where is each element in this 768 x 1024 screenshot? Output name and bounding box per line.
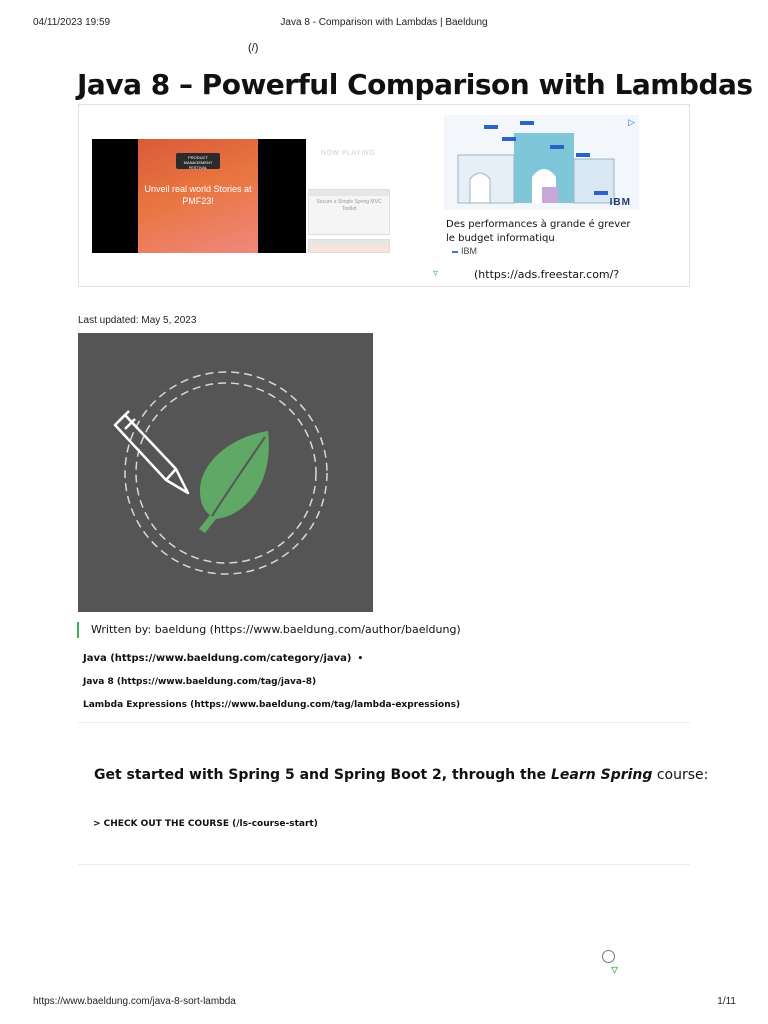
ad-headline: Des performances à grande é grever le budget informatiqu	[446, 219, 631, 244]
author-line	[77, 622, 461, 638]
category-separator: •	[357, 654, 364, 664]
video-logo: PRODUCT MANAGEMENT FESTIVAL	[176, 153, 220, 169]
tag-lambda-expressions-link[interactable]: Lambda Expressions (https://www.baeldung.com/tag/lambda-expressions)	[83, 700, 461, 710]
adchoices-icon[interactable]: ▷	[628, 117, 635, 127]
check-out-course-link[interactable]: > CHECK OUT THE COURSE (/ls-course-start)	[93, 819, 318, 829]
home-link[interactable]: (/)	[248, 42, 259, 54]
print-page-title: Java 8 - Comparison with Lambdas | Baeldung	[280, 17, 488, 28]
video-playlist	[306, 139, 392, 253]
display-ad[interactable]	[444, 115, 639, 270]
video-slide	[138, 139, 258, 253]
now-playing-label: NOW PLAYING	[320, 150, 376, 157]
author-link[interactable]: Written by: baeldung (https://www.baeldung.com/author/baeldung)	[91, 623, 461, 636]
print-url: https://www.baeldung.com/java-8-sort-lambda	[33, 996, 236, 1007]
course-cta-title	[94, 767, 708, 783]
page-title: Java 8 – Powerful Comparison with Lambdas	[77, 68, 753, 101]
cta-title-text: Get started with Spring 5 and Spring Boot 2, through the	[94, 767, 551, 783]
last-updated: Last updated: May 5, 2023	[78, 315, 197, 326]
cta-title-suffix: course:	[652, 767, 709, 783]
playlist-item[interactable]	[308, 189, 390, 235]
ibm-mark-icon	[452, 251, 458, 253]
divider	[78, 864, 690, 865]
cta-course-name: Learn Spring	[551, 767, 653, 783]
pencil-icon	[115, 411, 188, 493]
print-page-number: 1/11	[717, 996, 736, 1007]
freestar-floating-icon[interactable]: ▿	[611, 961, 619, 977]
freestar-icon[interactable]: ▿	[433, 268, 439, 279]
ad-image	[444, 115, 639, 210]
article-hero-image	[78, 333, 373, 612]
freestar-link[interactable]: (https://ads.freestar.com/?	[474, 268, 620, 281]
category-java-link[interactable]: Java (https://www.baeldung.com/category/java)	[83, 653, 352, 664]
video-slide-text: Unveil real world Stories at PMF23!	[144, 184, 252, 206]
playlist-item[interactable]	[308, 239, 390, 253]
ibm-logo: IBM	[609, 197, 631, 208]
ad-brand-label: IBM	[461, 246, 478, 256]
ad-brand	[452, 246, 477, 256]
video-player[interactable]	[92, 139, 306, 253]
divider	[78, 722, 690, 723]
ad-illustration	[444, 115, 639, 210]
print-datetime: 04/11/2023 19:59	[33, 17, 111, 28]
playlist-item-title: Secure a Simple Spring MVC Toolkit	[316, 199, 382, 212]
tag-java-8-link[interactable]: Java 8 (https://www.baeldung.com/tag/java-8)	[83, 677, 317, 687]
category-java	[83, 653, 363, 664]
ad-container	[78, 104, 690, 287]
